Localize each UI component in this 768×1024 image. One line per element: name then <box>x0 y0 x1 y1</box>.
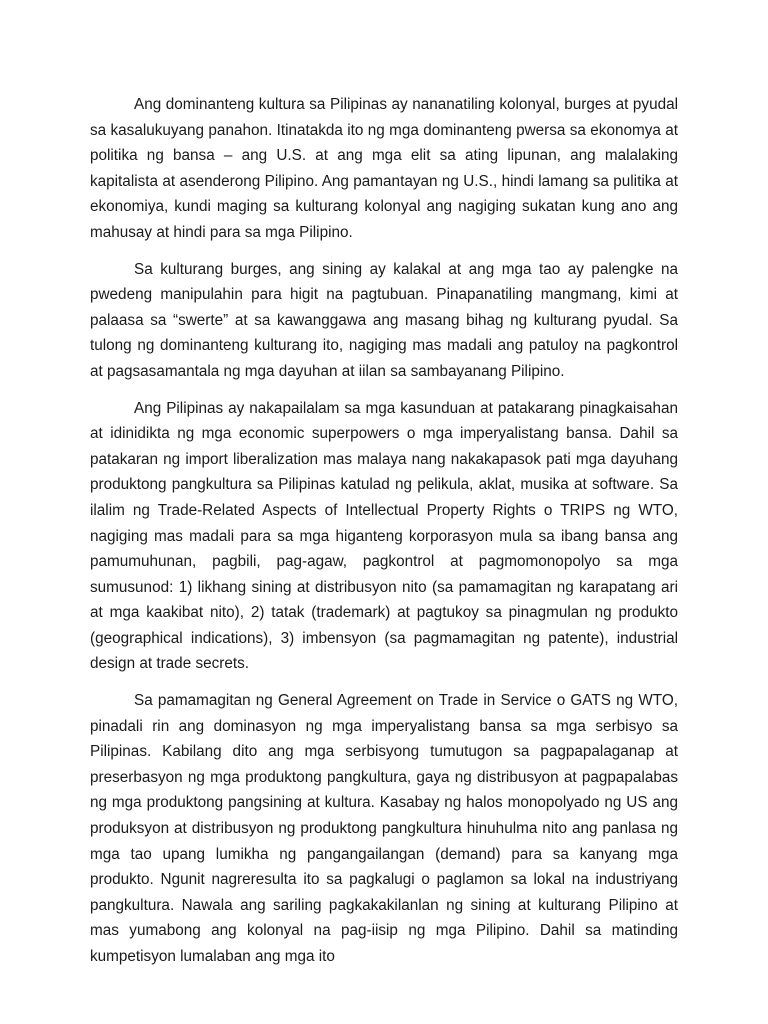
paragraph-4: Sa pamamagitan ng General Agreement on Trade in Service o GATS ng WTO, pinadali rin ang dominasyon ng mga imperyalistang bansa sa mga serbisyo sa Pilipinas. Kabilang dito ang mga serbisyong tumutugon sa pagpapalaganap at preserbasyon ng mga produktong pangkultura, gaya ng distribusyon at pagpapalabas ng mga produktong pangsining at kultura. Kasabay ng halos monopolyado ng US ang produksyon at distribusyon ng produktong pangkultura hinuhulma nito ang panlasa ng mga tao upang lumikha ng pangangailangan (demand) para sa kanyang mga produkto. Ngunit nagreresulta ito sa pagkalugi o paglamon sa lokal na industriyang pangkultura. Nawala ang sariling pagkakakilanlan ng sining at kulturang Pilipino at mas yumabong ang kolonyal na pag-iisip ng mga Pilipino. Dahil sa matinding kumpetisyon lumalaban ang mga ito <box>90 692 678 965</box>
paragraph-3: Ang Pilipinas ay nakapailalam sa mga kasunduan at patakarang pinagkaisahan at idinidikta ng mga economic superpowers o mga imperyalistang bansa. Dahil sa patakaran ng import liberalization mas malaya nang nakakapasok pati mga dayuhang produktong pangkultura sa Pilipinas katulad ng pelikula, aklat, musika at software. Sa ilalim ng Trade-Related Aspects of Intellectual Property Rights o TRIPS ng WTO, nagiging mas madali para sa mga higanteng korporasyon mula sa ibang bansa ang pamumuhunan, pagbili, pag-agaw, pagkontrol at pagmomonopolyo sa mga sumusunod: 1) likhang sining at distribusyon nito (sa pamamagitan ng karapatang ari at mga kaakibat nito), 2) tatak (trademark) at pagtukoy sa pinagmulan ng produkto (geographical indications), 3) imbensyon (sa pagmamagitan ng patente), industrial design at trade secrets. <box>90 399 678 673</box>
paragraph-1: Ang dominanteng kultura sa Pilipinas ay nananatiling kolonyal, burges at pyudal sa kasalukuyang panahon. Itinatakda ito ng mga dominanteng pwersa sa ekonomya at politika ng bansa – ang U.S. at ang mga elit sa ating lipunan, ang malalaking kapitalista at asenderong Pilipino. Ang pamantayan ng U.S., hindi lamang sa pulitika at ekonomiya, kundi maging sa kulturang kolonyal ang nagiging sukatan kung ano ang mahusay at hindi para sa mga Pilipino. <box>90 96 678 241</box>
paragraph-2: Sa kulturang burges, ang sining ay kalakal at ang mga tao ay palengke na pwedeng manipulahin para higit na pagtubuan. Pinapanatiling mangmang, kimi at palaasa sa “swerte” at sa kawanggawa ang masang bihag ng kulturang pyudal. Sa tulong ng dominanteng kulturang ito, nagiging mas madali ang patuloy na pagkontrol at pagsasamantala ng mga dayuhan at iilan sa sambayanang Pilipino. <box>90 260 678 380</box>
document-body <box>90 92 678 981</box>
